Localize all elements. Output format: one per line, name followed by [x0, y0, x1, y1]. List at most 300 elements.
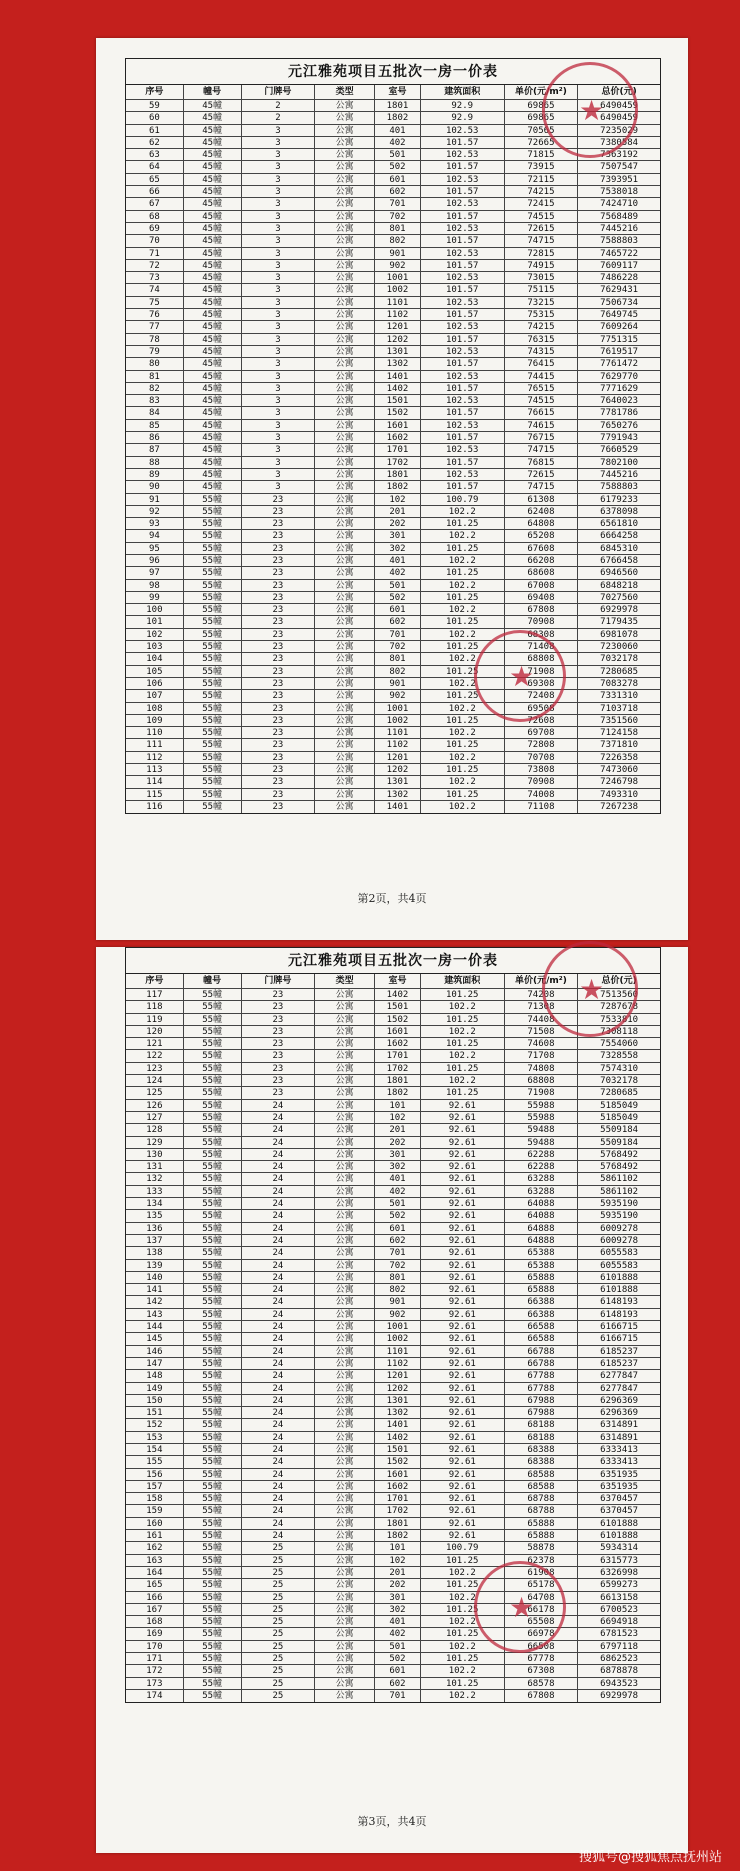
- table-cell: 23: [242, 1075, 316, 1086]
- table-cell: 1701: [375, 1050, 421, 1061]
- table-cell: 6148193: [600, 1297, 639, 1308]
- seal-star-icon: ★: [509, 1591, 535, 1624]
- table-cell: 99: [126, 592, 184, 603]
- table-cell: 162: [126, 1542, 184, 1553]
- table-cell: 25: [242, 1555, 316, 1566]
- table-cell: 3: [242, 174, 316, 185]
- table-cell: 1101: [375, 1346, 421, 1357]
- table-cell: 7506734: [600, 297, 639, 308]
- table-cell: 公寓: [315, 592, 375, 603]
- table-cell: 24: [242, 1383, 316, 1394]
- table-cell: 7393951: [600, 174, 639, 185]
- table-cell: 1702: [375, 1505, 421, 1516]
- table-cell: 901: [375, 248, 421, 259]
- table-cell: 171: [126, 1653, 184, 1664]
- table-cell: 公寓: [315, 186, 375, 197]
- table-cell: 92.61: [421, 1137, 505, 1148]
- table-cell: 92.61: [421, 1469, 505, 1480]
- table-cell: 55幢: [184, 641, 242, 652]
- table-cell: 55幢: [184, 1444, 242, 1455]
- table-cell: 1002: [375, 284, 421, 295]
- table-cell: 公寓: [315, 1321, 375, 1332]
- table-cell: 102.2: [421, 1641, 505, 1652]
- table-cell: 24: [242, 1149, 316, 1160]
- table-title: 元江雅苑项目五批次一房一价表: [126, 948, 660, 974]
- table-cell: 3: [242, 260, 316, 271]
- table-cell: 3: [242, 481, 316, 492]
- table-cell: 公寓: [315, 555, 375, 566]
- table-cell: 101.57: [421, 457, 505, 468]
- table-cell: 169: [126, 1628, 184, 1639]
- table-row: [126, 1678, 660, 1690]
- table-cell: 7027560: [600, 592, 639, 603]
- table-cell: 64088: [505, 1198, 579, 1209]
- table-cell: 60: [126, 112, 184, 123]
- table-cell: 55幢: [184, 1469, 242, 1480]
- table-cell: 3: [242, 358, 316, 369]
- table-cell: 1102: [375, 309, 421, 320]
- header-cell: 单价(元/m²): [505, 85, 579, 99]
- table-body: [126, 100, 660, 813]
- table-cell: 7445216: [600, 469, 639, 480]
- table-cell: 91: [126, 494, 184, 505]
- table-cell: 101.57: [421, 235, 505, 246]
- table-cell: 公寓: [315, 407, 375, 418]
- table-cell: 6148193: [600, 1309, 639, 1320]
- table-cell: 102.2: [421, 604, 505, 615]
- table-cell: 102.2: [421, 580, 505, 591]
- table-cell: 101.25: [421, 1063, 505, 1074]
- seal-star-icon: ★: [579, 94, 605, 127]
- table-cell: 6943523: [600, 1678, 639, 1689]
- table-cell: 1302: [375, 1407, 421, 1418]
- table-cell: 102.53: [421, 420, 505, 431]
- table-cell: 3: [242, 395, 316, 406]
- table-cell: 501: [375, 149, 421, 160]
- table-cell: 23: [242, 567, 316, 578]
- table-cell: 1201: [375, 321, 421, 332]
- table-cell: 25: [242, 1592, 316, 1603]
- table-cell: 公寓: [315, 690, 375, 701]
- table-cell: 102.2: [421, 1616, 505, 1627]
- table-cell: 102: [375, 1112, 421, 1123]
- table-cell: 74715: [505, 235, 579, 246]
- table-cell: 24: [242, 1272, 316, 1283]
- table-cell: 127: [126, 1112, 184, 1123]
- table-cell: 102.53: [421, 248, 505, 259]
- table-cell: 102.2: [421, 727, 505, 738]
- table-cell: 55幢: [184, 1530, 242, 1541]
- table-cell: 76615: [505, 407, 579, 418]
- table-cell: 7280685: [600, 666, 639, 677]
- table-cell: 7629431: [600, 285, 639, 296]
- table-cell: 68788: [505, 1493, 579, 1504]
- table-row: [126, 1100, 660, 1112]
- table-cell: 1401: [375, 371, 421, 382]
- table-cell: 67988: [505, 1407, 579, 1418]
- table-cell: 24: [242, 1247, 316, 1258]
- table-cell: 55幢: [184, 629, 242, 640]
- company-seal: [474, 630, 566, 722]
- table-cell: 7609264: [600, 322, 639, 333]
- table-row: [126, 1419, 660, 1431]
- table-cell: 1702: [375, 1063, 421, 1074]
- table-cell: 24: [242, 1518, 316, 1529]
- table-cell: 101.57: [421, 260, 505, 271]
- table-cell: 92: [126, 506, 184, 517]
- table-cell: 65: [126, 174, 184, 185]
- table-cell: 1301: [375, 776, 421, 787]
- seal-star-icon: ★: [579, 973, 605, 1006]
- table-cell: 24: [242, 1321, 316, 1332]
- table-row: [126, 1210, 660, 1222]
- table-cell: 101.25: [421, 789, 505, 800]
- table-row: [126, 1137, 660, 1149]
- table-cell: 公寓: [315, 137, 375, 148]
- table-cell: 6370457: [600, 1494, 639, 1505]
- table-cell: 137: [126, 1235, 184, 1246]
- table-row: [126, 432, 660, 444]
- table-row: [126, 1346, 660, 1358]
- table-cell: 55幢: [184, 1653, 242, 1664]
- table-cell: 1602: [375, 432, 421, 443]
- table-cell: 公寓: [315, 567, 375, 578]
- table-cell: 102.2: [421, 703, 505, 714]
- header-cell: 类型: [315, 974, 375, 988]
- table-cell: 6351935: [600, 1469, 639, 1480]
- table-cell: 138: [126, 1247, 184, 1258]
- table-cell: 902: [375, 1309, 421, 1320]
- table-cell: 55幢: [184, 1592, 242, 1603]
- table-cell: 109: [126, 715, 184, 726]
- table-cell: 70908: [505, 776, 579, 787]
- table-cell: 公寓: [315, 678, 375, 689]
- table-cell: 92.61: [421, 1100, 505, 1111]
- table-cell: 602: [375, 186, 421, 197]
- table-cell: 302: [375, 1604, 421, 1615]
- table-cell: 公寓: [315, 161, 375, 172]
- table-cell: 公寓: [315, 653, 375, 664]
- table-cell: 公寓: [315, 1678, 375, 1689]
- table-cell: 88: [126, 457, 184, 468]
- table-cell: 163: [126, 1555, 184, 1566]
- table-cell: 302: [375, 543, 421, 554]
- table-cell: 55幢: [184, 727, 242, 738]
- table-cell: 3: [242, 297, 316, 308]
- table-cell: 157: [126, 1481, 184, 1492]
- table-cell: 501: [375, 1198, 421, 1209]
- table-row: [126, 1284, 660, 1296]
- table-cell: 25: [242, 1653, 316, 1664]
- table-cell: 7032178: [600, 654, 639, 665]
- table-cell: 23: [242, 739, 316, 750]
- table-row: [126, 1235, 660, 1247]
- table-row: [126, 248, 660, 260]
- table-cell: 1202: [375, 334, 421, 345]
- table-cell: 92.61: [421, 1186, 505, 1197]
- table-cell: 156: [126, 1469, 184, 1480]
- table-cell: 78: [126, 334, 184, 345]
- table-cell: 79: [126, 346, 184, 357]
- table-row: [126, 530, 660, 542]
- table-cell: 140: [126, 1272, 184, 1283]
- table-cell: 45幢: [184, 297, 242, 308]
- table-cell: 公寓: [315, 1235, 375, 1246]
- table-cell: 6929978: [600, 605, 639, 616]
- table-cell: 92.61: [421, 1284, 505, 1295]
- table-cell: 24: [242, 1124, 316, 1135]
- table-cell: 3: [242, 346, 316, 357]
- table-cell: 45幢: [184, 457, 242, 468]
- table-cell: 公寓: [315, 518, 375, 529]
- table-cell: 68188: [505, 1432, 579, 1443]
- table-cell: 136: [126, 1223, 184, 1234]
- table-cell: 74: [126, 284, 184, 295]
- table-cell: 59: [126, 100, 184, 111]
- table-cell: 公寓: [315, 1137, 375, 1148]
- table-cell: 74215: [505, 321, 579, 332]
- table-cell: 102.53: [421, 174, 505, 185]
- table-cell: 168: [126, 1616, 184, 1627]
- table-cell: 公寓: [315, 1223, 375, 1234]
- table-cell: 73215: [505, 297, 579, 308]
- table-cell: 55幢: [184, 1432, 242, 1443]
- table-cell: 701: [375, 1690, 421, 1702]
- table-cell: 公寓: [315, 1100, 375, 1111]
- header-cell: 幢号: [184, 85, 242, 99]
- table-cell: 142: [126, 1296, 184, 1307]
- table-cell: 6179233: [600, 494, 639, 505]
- table-row: [126, 334, 660, 346]
- table-cell: 55幢: [184, 1186, 242, 1197]
- table-cell: 7507547: [600, 162, 639, 173]
- table-cell: 802: [375, 1284, 421, 1295]
- table-row: [126, 309, 660, 321]
- table-cell: 74215: [505, 186, 579, 197]
- table-cell: 55幢: [184, 1137, 242, 1148]
- table-cell: 55幢: [184, 1555, 242, 1566]
- table-row: [126, 321, 660, 333]
- table-cell: 402: [375, 1628, 421, 1639]
- table-cell: 116: [126, 801, 184, 813]
- table-cell: 93: [126, 518, 184, 529]
- table-cell: 公寓: [315, 530, 375, 541]
- table-cell: 55幢: [184, 703, 242, 714]
- table-cell: 146: [126, 1346, 184, 1357]
- table-cell: 3: [242, 235, 316, 246]
- table-cell: 公寓: [315, 1050, 375, 1061]
- table-cell: 101.25: [421, 1653, 505, 1664]
- table-row: [126, 1075, 660, 1087]
- table-cell: 63288: [505, 1186, 579, 1197]
- table-cell: 72808: [505, 739, 579, 750]
- table-cell: 24: [242, 1260, 316, 1271]
- table-cell: 66388: [505, 1309, 579, 1320]
- table-cell: 55幢: [184, 1567, 242, 1578]
- table-cell: 55幢: [184, 1063, 242, 1074]
- table-cell: 24: [242, 1186, 316, 1197]
- table-row: [126, 776, 660, 788]
- table-cell: 201: [375, 506, 421, 517]
- table-cell: 6613158: [600, 1592, 639, 1603]
- table-cell: 1702: [375, 457, 421, 468]
- table-row: [126, 1518, 660, 1530]
- table-row: [126, 1493, 660, 1505]
- table-cell: 1602: [375, 1481, 421, 1492]
- header-cell: 门牌号: [242, 85, 316, 99]
- table-row: [126, 641, 660, 653]
- table-cell: 1602: [375, 1038, 421, 1049]
- table-cell: 公寓: [315, 284, 375, 295]
- table-cell: 201: [375, 1124, 421, 1135]
- table-cell: 23: [242, 764, 316, 775]
- table-cell: 2: [242, 112, 316, 123]
- table-cell: 3: [242, 272, 316, 283]
- table-cell: 601: [375, 1665, 421, 1676]
- table-cell: 101.57: [421, 211, 505, 222]
- table-row: [126, 1087, 660, 1099]
- table-row: [126, 567, 660, 579]
- table-cell: 45幢: [184, 444, 242, 455]
- table-cell: 公寓: [315, 1124, 375, 1135]
- table-cell: 74915: [505, 260, 579, 271]
- table-cell: 401: [375, 1173, 421, 1184]
- table-cell: 130: [126, 1149, 184, 1160]
- table-cell: 7588803: [600, 236, 639, 247]
- header-cell: 类型: [315, 85, 375, 99]
- table-cell: 24: [242, 1346, 316, 1357]
- table-cell: 55幢: [184, 752, 242, 763]
- table-cell: 公寓: [315, 989, 375, 1000]
- table-cell: 公寓: [315, 334, 375, 345]
- table-cell: 24: [242, 1407, 316, 1418]
- table-cell: 24: [242, 1493, 316, 1504]
- table-cell: 6296369: [600, 1408, 639, 1419]
- table-cell: 3: [242, 284, 316, 295]
- table-cell: 70: [126, 235, 184, 246]
- table-cell: 公寓: [315, 616, 375, 627]
- table-cell: 123: [126, 1063, 184, 1074]
- table-cell: 101.57: [421, 334, 505, 345]
- table-cell: 1001: [375, 272, 421, 283]
- table-cell: 公寓: [315, 1198, 375, 1209]
- table-cell: 55幢: [184, 506, 242, 517]
- table-cell: 25: [242, 1690, 316, 1702]
- table-cell: 72665: [505, 137, 579, 148]
- table-cell: 公寓: [315, 506, 375, 517]
- table-row: [126, 764, 660, 776]
- table-cell: 公寓: [315, 1247, 375, 1258]
- table-cell: 68588: [505, 1481, 579, 1492]
- table-cell: 67: [126, 198, 184, 209]
- table-row: [126, 1653, 660, 1665]
- table-cell: 公寓: [315, 1383, 375, 1394]
- table-cell: 92.61: [421, 1383, 505, 1394]
- table-cell: 5509184: [600, 1137, 639, 1148]
- table-cell: 92.61: [421, 1333, 505, 1344]
- table-cell: 公寓: [315, 1087, 375, 1098]
- table-cell: 101.25: [421, 1087, 505, 1098]
- table-cell: 24: [242, 1296, 316, 1307]
- table-row: [126, 1542, 660, 1554]
- table-cell: 100.79: [421, 494, 505, 505]
- table-cell: 71815: [505, 149, 579, 160]
- table-cell: 45幢: [184, 149, 242, 160]
- table-cell: 55幢: [184, 1235, 242, 1246]
- table-row: [126, 1161, 660, 1173]
- table-cell: 45幢: [184, 395, 242, 406]
- table-cell: 1601: [375, 1469, 421, 1480]
- table-cell: 159: [126, 1505, 184, 1516]
- table-cell: 152: [126, 1419, 184, 1430]
- table-cell: 801: [375, 1272, 421, 1283]
- table-cell: 103: [126, 641, 184, 652]
- table-cell: 6185237: [600, 1346, 639, 1357]
- table-cell: 公寓: [315, 1370, 375, 1381]
- table-cell: 66: [126, 186, 184, 197]
- table-cell: 701: [375, 1247, 421, 1258]
- table-cell: 3: [242, 407, 316, 418]
- table-cell: 101.25: [421, 1579, 505, 1590]
- table-cell: 102.53: [421, 125, 505, 136]
- table-cell: 68608: [505, 567, 579, 578]
- table-cell: 62378: [505, 1555, 579, 1566]
- table-cell: 1801: [375, 100, 421, 111]
- table-cell: 6766458: [600, 555, 639, 566]
- seal-star-icon: ★: [509, 660, 535, 693]
- table-cell: 72115: [505, 174, 579, 185]
- table-cell: 6185237: [600, 1358, 639, 1369]
- table-cell: 公寓: [315, 358, 375, 369]
- table-cell: 66208: [505, 555, 579, 566]
- table-cell: 102.2: [421, 801, 505, 813]
- table-cell: 3: [242, 161, 316, 172]
- table-row: [126, 1149, 660, 1161]
- table-cell: 151: [126, 1407, 184, 1418]
- table-cell: 6101888: [600, 1272, 639, 1283]
- table-cell: 102.2: [421, 1665, 505, 1676]
- table-row: [126, 555, 660, 567]
- table-cell: 55幢: [184, 1604, 242, 1615]
- table-cell: 25: [242, 1567, 316, 1578]
- table-cell: 公寓: [315, 739, 375, 750]
- table-cell: 3: [242, 137, 316, 148]
- header-cell: 幢号: [184, 974, 242, 988]
- table-cell: 23: [242, 604, 316, 615]
- table-cell: 1801: [375, 1075, 421, 1086]
- table-cell: 公寓: [315, 395, 375, 406]
- table-cell: 公寓: [315, 469, 375, 480]
- table-cell: 92.61: [421, 1296, 505, 1307]
- table-cell: 7568489: [600, 211, 639, 222]
- table-cell: 66388: [505, 1296, 579, 1307]
- table-cell: 55幢: [184, 764, 242, 775]
- table-cell: 55幢: [184, 1087, 242, 1098]
- table-cell: 公寓: [315, 1309, 375, 1320]
- table-cell: 7649745: [600, 310, 639, 321]
- table-cell: 7230060: [600, 642, 639, 653]
- table-row: [126, 395, 660, 407]
- table-cell: 62288: [505, 1149, 579, 1160]
- table-cell: 80: [126, 358, 184, 369]
- table-cell: 7609117: [600, 260, 639, 271]
- table-cell: 3: [242, 444, 316, 455]
- table-cell: 公寓: [315, 1641, 375, 1652]
- table-cell: 55幢: [184, 1407, 242, 1418]
- table-cell: 1802: [375, 481, 421, 492]
- table-cell: 公寓: [315, 444, 375, 455]
- table-cell: 64808: [505, 518, 579, 529]
